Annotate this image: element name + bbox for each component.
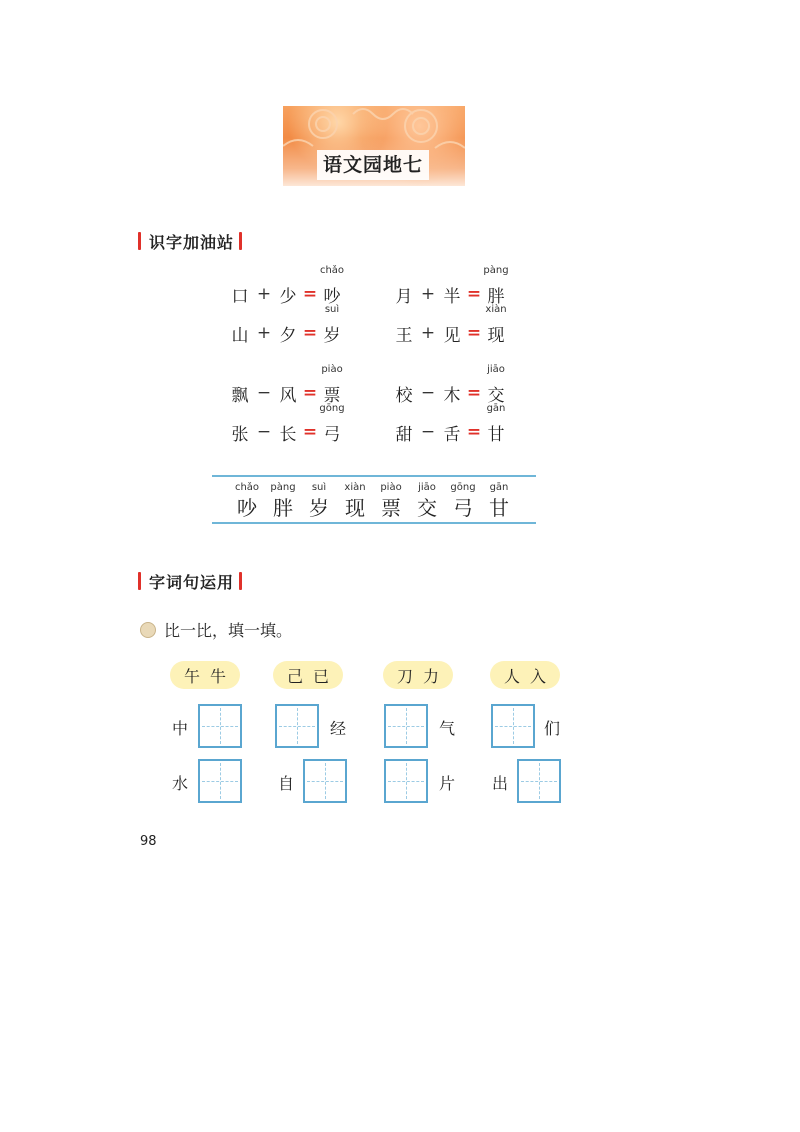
character: 弓	[453, 496, 473, 520]
page-title: 语文园地七	[322, 154, 423, 176]
char-pair-pill	[383, 661, 453, 689]
result-text: 现	[487, 325, 505, 346]
character: 甘	[489, 496, 509, 520]
equation-row	[230, 363, 343, 406]
word-strip	[229, 481, 529, 521]
operator: −	[420, 422, 436, 442]
component-char: 少	[279, 286, 297, 307]
pinyin: pàng	[483, 264, 509, 276]
section-marker-left	[138, 572, 141, 590]
equals-sign: =	[466, 383, 482, 403]
word-strip-item	[409, 481, 445, 521]
exercise-number-icon	[140, 622, 156, 638]
component-char: 山	[231, 325, 249, 346]
result-text: 票	[323, 385, 341, 406]
result-char	[486, 402, 506, 445]
char-pair-pill	[170, 661, 240, 689]
pinyin: jiāo	[418, 482, 436, 493]
equation-row	[230, 402, 345, 445]
answer-box[interactable]	[517, 759, 561, 803]
section-header-literacy	[138, 230, 242, 252]
result-char	[485, 303, 507, 346]
context-char: 中	[171, 719, 188, 738]
equation-row	[230, 264, 345, 307]
component-char: 见	[443, 325, 461, 346]
character: 岁	[309, 496, 329, 520]
character: 现	[345, 496, 365, 520]
pinyin: chǎo	[234, 482, 260, 493]
component-char: 风	[279, 385, 297, 406]
operator: +	[420, 284, 436, 304]
pinyin: gān	[489, 482, 509, 493]
pinyin: xiàn	[344, 482, 366, 493]
word-strip-item	[445, 481, 481, 521]
operator: −	[420, 383, 436, 403]
pinyin: piào	[321, 363, 343, 375]
answer-box[interactable]	[303, 759, 347, 803]
component-char: 张	[231, 424, 249, 445]
result-text: 交	[487, 385, 505, 406]
equals-sign: =	[302, 323, 318, 343]
chapter-banner	[283, 106, 465, 186]
operator: +	[256, 323, 272, 343]
section-marker-left	[138, 232, 141, 250]
result-text: 弓	[323, 424, 341, 445]
component-char: 夕	[279, 325, 297, 346]
pinyin: xiàn	[485, 303, 507, 315]
answer-box[interactable]	[198, 759, 242, 803]
component-char: 舌	[443, 424, 461, 445]
answer-box[interactable]	[384, 759, 428, 803]
pinyin: piào	[380, 482, 402, 493]
answer-box[interactable]	[198, 704, 242, 748]
exercise-instruction: 比一比，填一填。	[164, 621, 293, 640]
result-char	[319, 402, 345, 445]
answer-box[interactable]	[491, 704, 535, 748]
equals-sign: =	[466, 422, 482, 442]
strip-bottom-line	[212, 522, 536, 524]
component-char: 飘	[231, 385, 249, 406]
equation-row	[394, 363, 506, 406]
component-char: 口	[231, 286, 249, 307]
result-text: 吵	[323, 286, 341, 307]
equation-row	[394, 303, 507, 346]
char-pair-pill	[490, 661, 560, 689]
operator: +	[420, 323, 436, 343]
equation-row	[394, 264, 509, 307]
context-char: 水	[171, 774, 188, 793]
word-strip-item	[229, 481, 265, 521]
equals-sign: =	[466, 284, 482, 304]
strip-top-line	[212, 475, 536, 477]
context-char: 自	[277, 774, 294, 793]
equals-sign: =	[302, 422, 318, 442]
character: 交	[417, 496, 437, 520]
context-char: 片	[438, 774, 455, 793]
component-char: 木	[443, 385, 461, 406]
result-char	[322, 303, 342, 346]
section-title: 识字加油站	[149, 232, 235, 252]
equals-sign: =	[466, 323, 482, 343]
context-char: 经	[329, 719, 346, 738]
operator: +	[256, 284, 272, 304]
character: 票	[381, 496, 401, 520]
pinyin: suì	[311, 482, 327, 493]
component-char: 半	[443, 286, 461, 307]
operator: −	[256, 422, 272, 442]
answer-box[interactable]	[275, 704, 319, 748]
component-char: 长	[279, 424, 297, 445]
pinyin: gān	[486, 402, 506, 414]
word-strip-item	[481, 481, 517, 521]
char-pair: 人入	[503, 666, 556, 686]
char-pair: 己已	[286, 666, 339, 686]
context-char: 气	[438, 719, 455, 738]
component-char: 月	[395, 286, 413, 307]
context-char: 们	[543, 719, 560, 738]
result-text: 岁	[323, 325, 341, 346]
pinyin: suì	[324, 303, 340, 315]
component-char: 王	[395, 325, 413, 346]
character: 胖	[273, 496, 293, 520]
component-char: 校	[395, 385, 413, 406]
equation-row	[394, 402, 506, 445]
char-pair-pill	[273, 661, 343, 689]
word-strip-item	[337, 481, 373, 521]
char-pair: 刀力	[396, 666, 449, 686]
word-strip-item	[373, 481, 409, 521]
pinyin: chǎo	[319, 264, 345, 276]
context-char: 出	[491, 774, 508, 793]
section-marker-right	[239, 572, 242, 590]
exercise-instruction-row	[140, 618, 292, 641]
pinyin: gōng	[319, 402, 345, 414]
word-strip-item	[265, 481, 301, 521]
section-marker-right	[239, 232, 242, 250]
equation-row	[230, 303, 342, 346]
banner-title-box	[317, 150, 429, 180]
answer-box[interactable]	[384, 704, 428, 748]
component-char: 甜	[395, 424, 413, 445]
char-pair: 午牛	[183, 666, 236, 686]
pinyin: jiāo	[487, 363, 505, 375]
equals-sign: =	[302, 284, 318, 304]
section-title: 字词句运用	[149, 572, 235, 592]
pinyin: pàng	[270, 482, 296, 493]
operator: −	[256, 383, 272, 403]
word-strip-item	[301, 481, 337, 521]
result-text: 甘	[487, 424, 505, 445]
result-text: 胖	[487, 286, 505, 307]
pinyin: gōng	[450, 482, 476, 493]
page-number: 98	[140, 834, 157, 849]
equals-sign: =	[302, 383, 318, 403]
section-header-usage	[138, 570, 242, 592]
character: 吵	[237, 496, 257, 520]
